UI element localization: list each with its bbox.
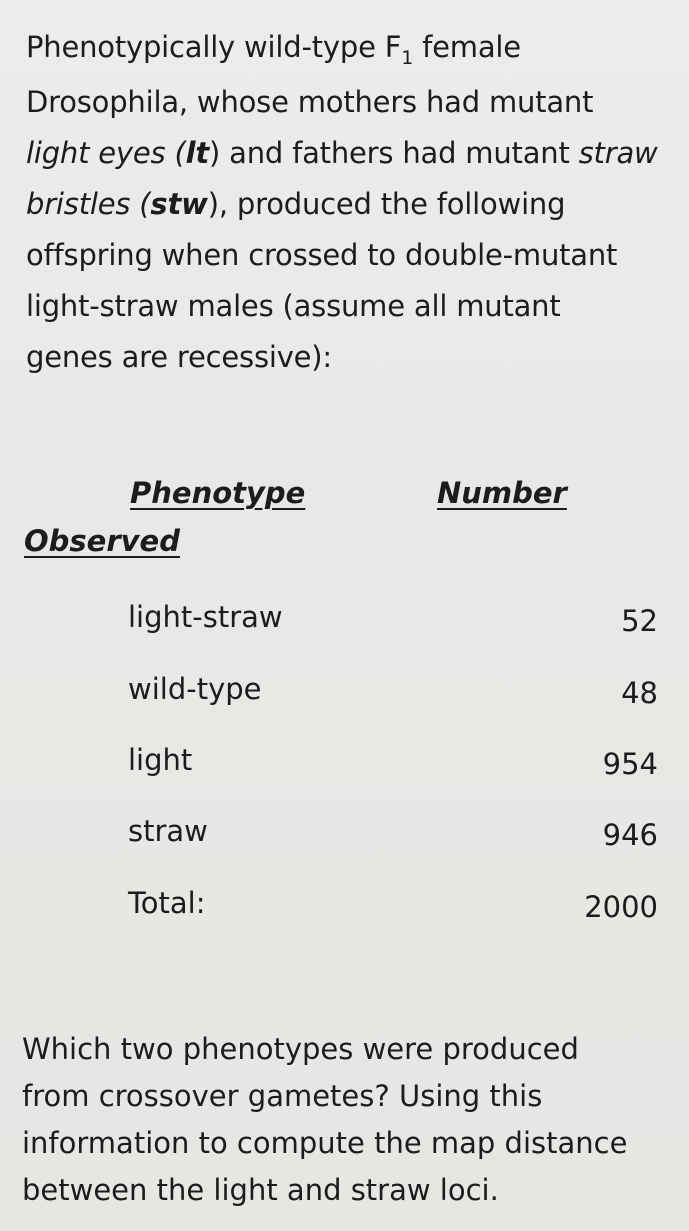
subscript-1: 1	[401, 47, 414, 69]
number-cell: 52	[621, 604, 658, 638]
table-header-number: Number	[437, 476, 567, 510]
question-line-2: from crossover gametes? Using this	[22, 1079, 543, 1113]
intro-line-5: offspring when crossed to double-mutant	[26, 238, 618, 272]
table-header-phenotype: Phenotype	[130, 476, 306, 510]
intro-line-4: bristles (stw), produced the following	[26, 187, 566, 221]
intro-line-7: genes are recessive):	[26, 340, 332, 374]
total-number: 2000	[584, 890, 658, 924]
question-line-1: Which two phenotypes were produced	[22, 1032, 579, 1066]
problem-intro	[26, 22, 676, 383]
phenotype-cell: wild-type	[128, 672, 262, 706]
number-cell: 48	[621, 676, 658, 710]
number-cell: 954	[602, 747, 658, 781]
intro-line-3: light eyes (lt) and fathers had mutant straw	[26, 136, 658, 170]
number-cell: 946	[602, 818, 658, 852]
phenotype-cell: light-straw	[128, 600, 283, 634]
total-label: Total:	[128, 886, 206, 920]
gene-symbol-lt: lt	[185, 136, 209, 170]
question-text	[22, 1026, 672, 1214]
intro-line-1: Phenotypically wild-type $F_1$ female	[26, 30, 521, 69]
intro-line-6: light-straw males (assume all mutant	[26, 289, 561, 323]
intro-line-2: Drosophila, whose mothers had mutant	[26, 85, 594, 119]
question-line-3: information to compute the map distance	[22, 1126, 628, 1160]
gene-symbol-stw: stw	[150, 187, 208, 221]
table-header-observed: Observed	[24, 524, 180, 558]
phenotype-cell: straw	[128, 814, 208, 848]
question-line-4: between the light and straw loci.	[22, 1173, 499, 1207]
phenotype-cell: light	[128, 743, 193, 777]
